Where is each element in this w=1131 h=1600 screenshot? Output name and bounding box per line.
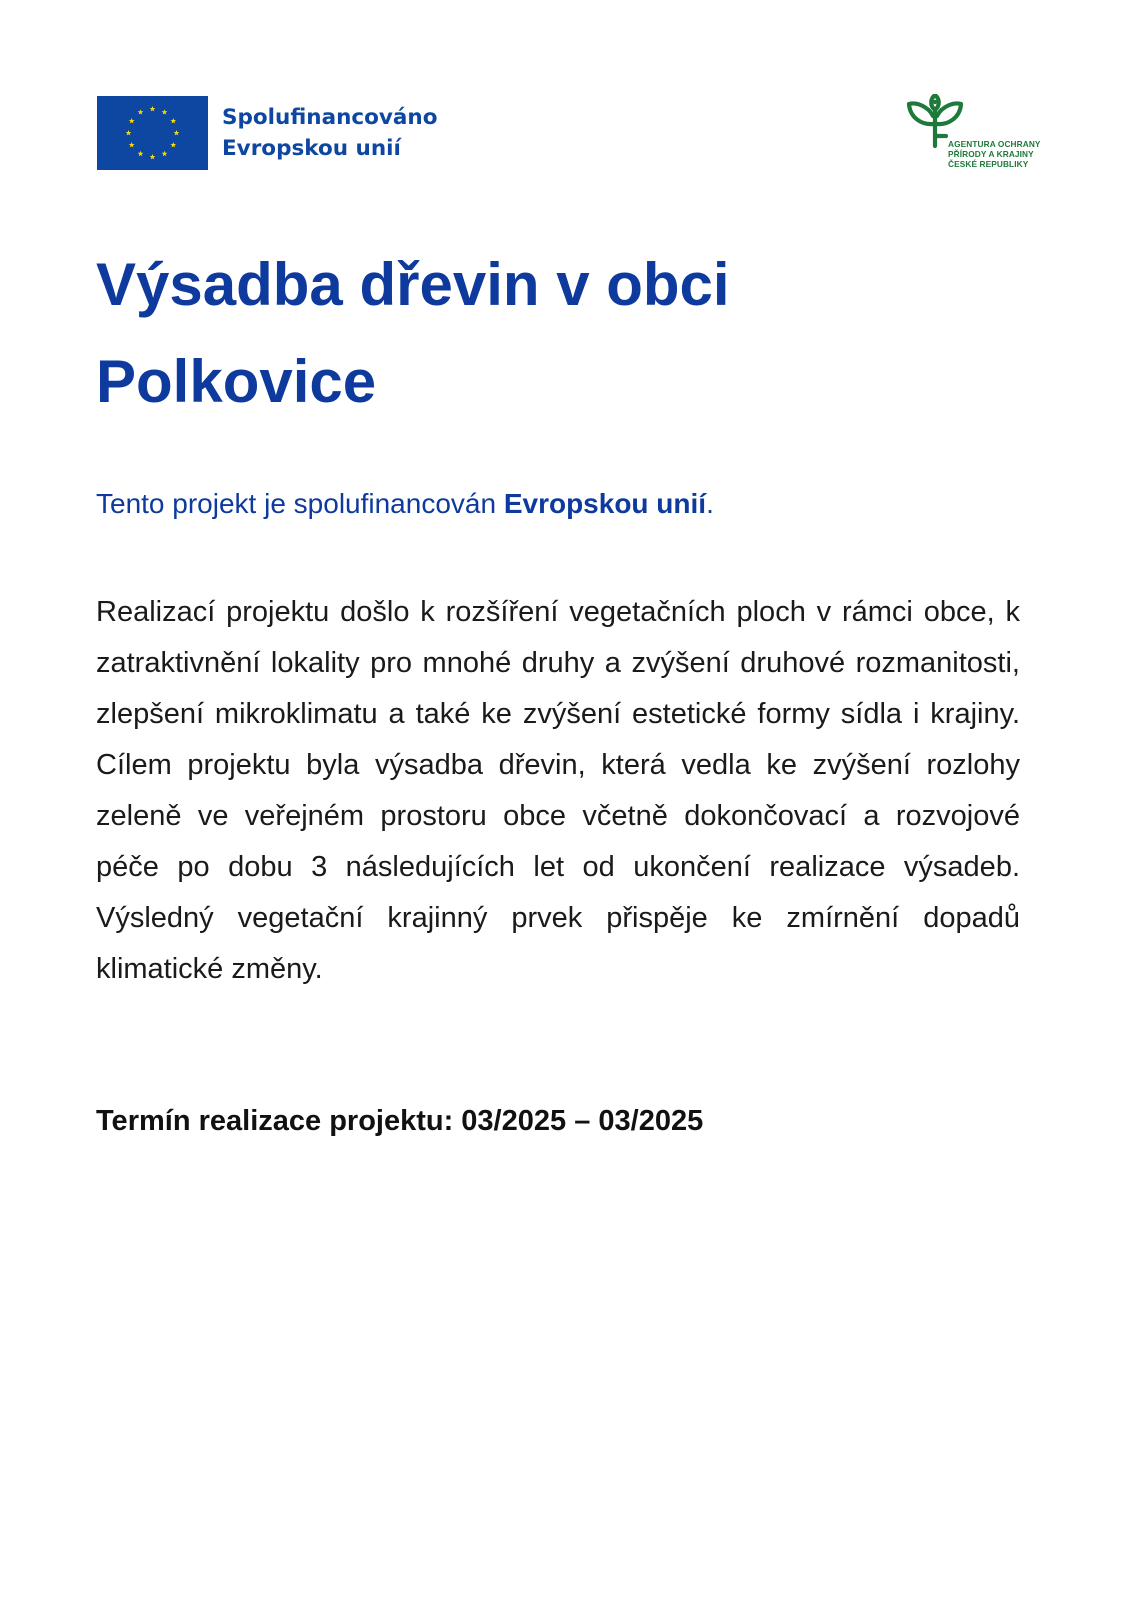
aopk-line2: PŘÍRODY A KRAJINY <box>948 149 1034 159</box>
eu-cofinanced-logo <box>97 96 438 170</box>
aopk-line1: AGENTURA OCHRANY <box>948 139 1041 149</box>
eu-logo-text <box>222 102 438 164</box>
eu-flag-icon <box>97 96 208 170</box>
eu-logo-line2: Evropskou unií <box>222 136 401 161</box>
intro-suffix: . <box>706 488 714 519</box>
aopk-line3: ČESKÉ REPUBLIKY <box>948 159 1029 169</box>
project-description: Realizací projektu došlo k rozšíření vegetačních ploch v rámci obce, k zatraktivnění lokality pro mnohé druhy a zvýšení druhové rozmanitosti, zlepšení mikroklimatu a také ke zvýšení estetické formy sídla i krajiny. Cílem projektu byla výsadba dřevin, která vedla ke zvýšení rozlohy zeleně ve veřejném prostoru obce včetně dokončovací a rozvojové péče po dobu 3 následujících let od ukončení realizace výsadeb. Výsledný vegetační krajinný prvek přispěje ke zmírnění dopadů klimatické změny. <box>96 596 1020 985</box>
eu-logo-line1: Spolufinancováno <box>222 105 438 130</box>
aopk-logo <box>906 94 1041 174</box>
page-title-line1: Výsadba dřevin v obci <box>96 251 730 318</box>
intro-prefix: Tento projekt je spolufinancován <box>96 488 504 519</box>
aopk-logo-text <box>948 139 1041 169</box>
project-term: Termín realizace projektu: 03/2025 – 03/2025 <box>96 1105 704 1137</box>
page-title <box>96 236 996 430</box>
page-title-line2: Polkovice <box>96 348 377 415</box>
intro-text <box>96 486 1036 522</box>
intro-emphasis: Evropskou unií <box>503 488 707 519</box>
